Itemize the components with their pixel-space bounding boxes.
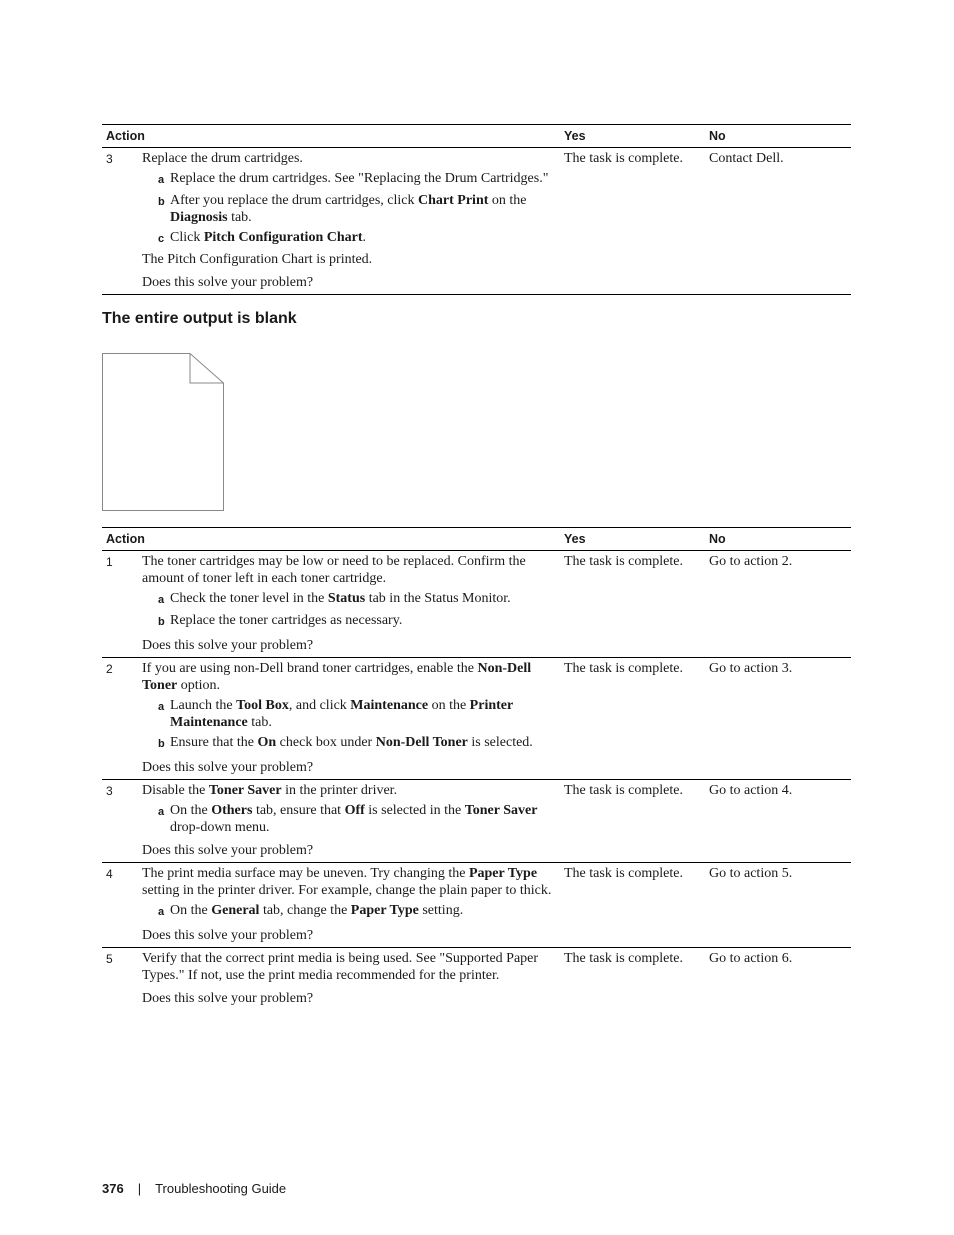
step-letter: a [158,174,165,186]
page-number: 376 [102,1181,124,1196]
step-text: Check the toner level in the Status tab in the Status Monitor. [170,591,511,606]
action-number: 1 [106,555,113,569]
action-question: Does this solve your problem? [142,638,314,653]
page-footer [102,1181,286,1196]
section-heading: The entire output is blank [102,310,297,327]
step-letter: a [158,806,165,818]
no-cell: Contact Dell. [705,148,851,295]
action-intro: The print media surface may be uneven. Try changing the Paper Type setting in the printer driver. For example, change the plain paper to thick. [142,866,552,898]
action-intro: Verify that the correct print media is being used. See "Supported Paper Types." If not, use the print media recommended for the printer. [142,951,539,983]
yes-cell: The task is complete. [564,951,683,966]
action-cell [102,863,560,948]
no-cell: Go to action 3. [705,658,851,780]
step-text: Click Pitch Configuration Chart. [170,230,367,245]
column-header-yes: Yes [560,125,705,148]
no-cell: Go to action 6. [709,951,793,966]
step-text: Launch the Tool Box, and click Maintenance on the Printer Maintenance tab. [170,698,513,730]
column-header-action: Action [102,125,560,148]
action-step [142,612,552,631]
action-step [142,192,552,226]
no-cell: Go to action 4. [705,780,851,863]
step-text: Ensure that the On check box under Non-Dell Toner is selected. [170,735,533,750]
action-step [142,902,552,921]
action-step [142,802,552,836]
action-number: 4 [106,867,113,881]
action-intro: Disable the Toner Saver in the printer driver. [142,783,398,798]
table-row [102,780,851,863]
action-question: Does this solve your problem? [142,275,314,290]
action-note: The Pitch Configuration Chart is printed. [142,252,373,267]
action-intro: Replace the drum cartridges. [142,151,303,166]
action-step [142,590,552,609]
step-letter: b [158,738,165,750]
action-cell [102,948,560,1011]
action-question: Does this solve your problem? [142,928,314,943]
action-cell [102,658,560,780]
action-step [142,229,552,248]
step-letter: a [158,701,165,713]
step-text: On the Others tab, ensure that Off is selected in the Toner Saver drop-down menu. [170,803,538,835]
step-text: Replace the toner cartridges as necessary. [170,613,403,628]
step-letter: a [158,906,165,918]
footer-title: Troubleshooting Guide [155,1181,287,1196]
troubleshooting-table-blank-output [102,527,851,1010]
table-row [102,551,851,658]
no-cell: Go to action 5. [705,863,851,948]
action-step [142,734,552,753]
yes-cell: The task is complete. [560,551,705,658]
action-question: Does this solve your problem? [142,843,314,858]
yes-cell: The task is complete. [560,148,705,295]
step-letter: b [158,196,165,208]
action-intro: The toner cartridges may be low or need to be replaced. Confirm the amount of toner left in each toner cartridge. [142,554,526,586]
column-header-action: Action [102,528,560,551]
yes-cell: The task is complete. [560,780,705,863]
yes-cell: The task is complete. [560,658,705,780]
action-cell [102,551,560,658]
action-question: Does this solve your problem? [142,991,314,1006]
column-header-no: No [705,125,851,148]
column-header-no: No [705,528,851,551]
yes-cell: The task is complete. [560,863,705,948]
blank-page-illustration [102,353,224,511]
step-letter: b [158,616,165,628]
action-number: 3 [106,152,113,166]
step-text: After you replace the drum cartridges, click Chart Print on the Diagnosis tab. [170,193,527,225]
action-step [142,697,552,731]
troubleshooting-table-drum [102,124,851,295]
table-row [102,658,851,780]
no-cell: Go to action 2. [705,551,851,658]
table-row [102,148,851,295]
step-letter: c [158,233,165,245]
action-intro: If you are using non-Dell brand toner cartridges, enable the Non-Dell Toner option. [142,661,532,693]
action-number: 2 [106,662,113,676]
step-letter: a [158,594,165,606]
table-row [102,863,851,948]
step-text: Replace the drum cartridges. See "Replacing the Drum Cartridges." [170,171,549,186]
action-question: Does this solve your problem? [142,760,314,775]
action-step [142,170,552,189]
action-number: 3 [106,784,113,798]
action-cell [102,148,560,295]
step-text: On the General tab, change the Paper Type setting. [170,903,464,918]
action-number: 5 [106,952,113,966]
action-cell [102,780,560,863]
footer-separator: | [137,1181,142,1196]
column-header-yes: Yes [560,528,705,551]
table-row [102,948,851,1011]
